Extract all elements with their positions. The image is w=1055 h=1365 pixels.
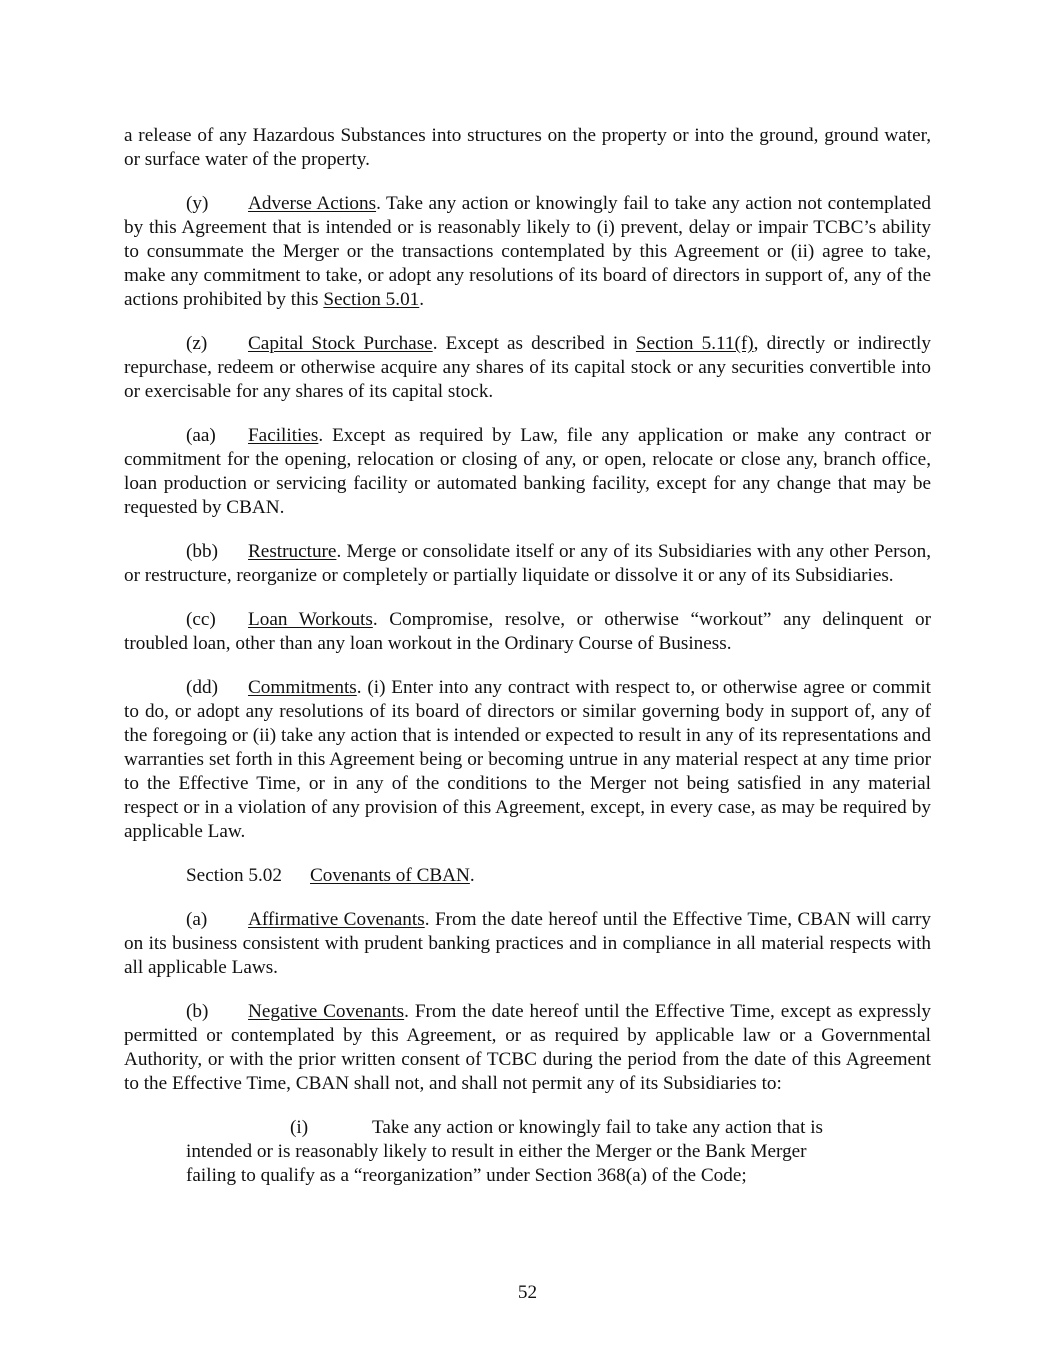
item-cc-label: (cc) xyxy=(186,609,216,630)
page-number: 52 xyxy=(517,1282,538,1303)
section-number: Section 5.02 xyxy=(186,865,282,886)
section-heading xyxy=(124,864,931,888)
cban-item-b-paragraph xyxy=(124,1000,931,1096)
cban-item-a-title: Affirmative Covenants xyxy=(248,909,425,930)
sub-item-i-text-1: Take any action or knowingly fail to take any action that is xyxy=(372,1117,824,1138)
intro-paragraph: a release of any Hazardous Substances into structures on the property or into the ground, ground water, or surface water of the property. xyxy=(124,125,931,170)
item-y-section-ref: Section 5.01 xyxy=(323,289,420,310)
document-page xyxy=(124,124,931,1188)
item-aa-text: . Except as required by Law, file any application or make any contract or commitment for the opening, relocation or closing of any, or open, relocate or close any, branch office, loan production or servicing facility or automated banking facility, except for any change that may be requested by CBAN. xyxy=(124,425,931,518)
item-dd-paragraph xyxy=(124,676,931,844)
item-y-text: . Take any action or knowingly fail to take any action not contemplated by this Agreement that is intended or is reasonably likely to (i) prevent, delay or impair TCBC’s ability to consummate the Merger or the transactions contemplated by this Agreement or (ii) agree to take, make any commitment to take, or adopt any resolutions of its board of directors in support of, any of the actions prohibited by this xyxy=(124,193,931,310)
cban-item-a-text: . From the date hereof until the Effective Time, CBAN will carry on its business consistent with prudent banking practices and in compliance in all material respects with all applicable Laws. xyxy=(124,909,931,978)
item-bb-title: Restructure xyxy=(248,541,337,562)
cban-item-b-text: . From the date hereof until the Effective Time, except as expressly permitted or contemplated by this Agreement, or as required by applicable law or a Governmental Authority, or with the prior written consent of TCBC during the period from the date of this Agreement to the Effective Time, CBAN shall not, and shall not permit any of its Subsidiaries to: xyxy=(124,1001,932,1094)
item-dd-text: . (i) Enter into any contract with respect to, or otherwise agree or commit to do, or adopt any resolutions of its board of directors or similar governing body in support of, any of the foregoing or (ii) take any action that is intended or expected to result in any of its representations and warranties set forth in this Agreement being or becoming untrue in any material respect at any time prior to the Effective Time, or in any of the conditions to the Merger not being satisfied in any material respect or in a violation of any provision of this Agreement, except, in every case, as may be required by applicable Law. xyxy=(124,677,931,842)
item-y-title: Adverse Actions xyxy=(248,193,377,214)
item-y-label: (y) xyxy=(186,193,209,214)
item-z-text: . Except as described in xyxy=(432,333,636,354)
item-cc-paragraph xyxy=(124,608,931,656)
item-dd-title: Commitments xyxy=(248,677,357,698)
sub-item-i-line-1 xyxy=(186,1116,869,1140)
item-y-text-end: . xyxy=(419,289,425,310)
section-title-period: . xyxy=(469,865,475,886)
item-aa-title: Facilities xyxy=(248,425,319,446)
item-aa-label: (aa) xyxy=(186,425,216,446)
item-z-label: (z) xyxy=(186,333,208,354)
cban-item-a-paragraph xyxy=(124,908,931,980)
item-bb-label: (bb) xyxy=(186,541,218,562)
item-y-paragraph xyxy=(124,192,931,312)
item-aa-paragraph xyxy=(124,424,931,520)
sub-item-i-line-3: failing to qualify as a “reorganization” under Section 368(a) of the Code; xyxy=(186,1165,747,1186)
item-cc-title: Loan Workouts xyxy=(248,609,373,630)
item-dd-label: (dd) xyxy=(186,677,218,698)
item-z-text-end: , directly or indirectly repurchase, redeem or otherwise acquire any shares of its capital stock or any securities convertible into or exercisable for any shares of its capital stock. xyxy=(124,333,931,402)
cban-item-a-label: (a) xyxy=(186,909,208,930)
sub-item-i-block xyxy=(186,1116,869,1188)
cban-item-b-label: (b) xyxy=(186,1001,209,1022)
item-z-section-ref: Section 5.11(f) xyxy=(635,333,754,354)
item-bb-paragraph xyxy=(124,540,931,588)
section-title: Covenants of CBAN xyxy=(310,865,470,886)
item-z-paragraph xyxy=(124,332,931,404)
sub-item-i-label: (i) xyxy=(290,1117,309,1138)
cban-item-b-title: Negative Covenants xyxy=(248,1001,405,1022)
item-bb-text: . Merge or consolidate itself or any of its Subsidiaries with any other Person, or restructure, reorganize or completely or partially liquidate or dissolve it or any of its Subsidiaries. xyxy=(124,541,931,586)
item-cc-text: . Compromise, resolve, or otherwise “workout” any delinquent or troubled loan, other than any loan workout in the Ordinary Course of Business. xyxy=(124,609,931,654)
sub-item-i-line-2: intended or is reasonably likely to result in either the Merger or the Bank Merger xyxy=(186,1141,807,1162)
item-z-title: Capital Stock Purchase xyxy=(248,333,433,354)
